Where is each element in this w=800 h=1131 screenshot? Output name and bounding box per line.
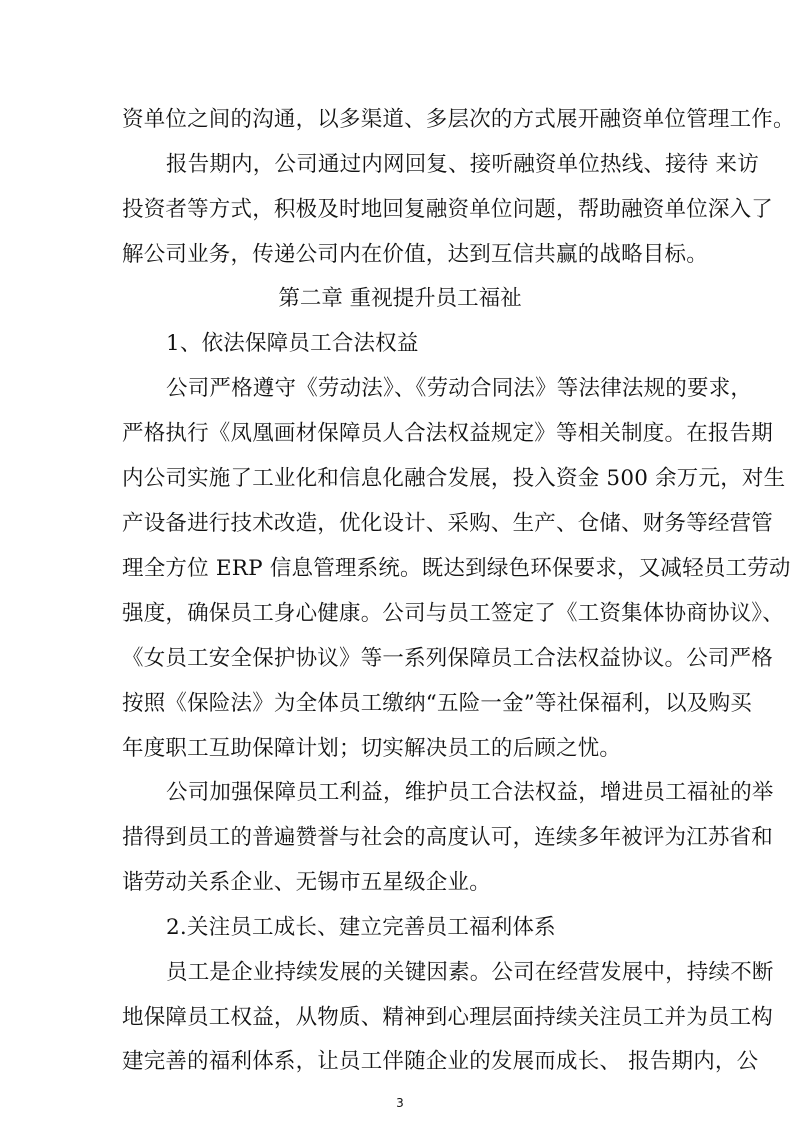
page-number: 3: [396, 1096, 404, 1110]
body-line: 年度职工互助保障计划；切实解决员工的后顾之忧。: [122, 736, 622, 761]
body-line: 公司加强保障员工利益，维护员工合法权益，增进员工福祉的举: [166, 780, 774, 805]
section-heading: 2.关注员工成长、建立完善员工福利体系: [166, 915, 556, 940]
body-line: 理全方位 ERP 信息管理系统。既达到绿色环保要求，又减轻员工劳动: [122, 556, 791, 581]
body-line: 公司严格遵守《劳动法》、《劳动合同法》等法律法规的要求，: [166, 376, 753, 401]
body-line: 强度，确保员工身心健康。公司与员工签定了《工资集体协商协议》、: [122, 601, 784, 626]
body-line: 员工是企业持续发展的关键因素。公司在经营发展中，持续不断: [166, 960, 774, 985]
body-line: 地保障员工权益，从物质、精神到心理层面持续关注员工并为员工构: [122, 1005, 774, 1030]
body-line: 谐劳动关系企业、无锡市五星级企业。: [122, 870, 491, 895]
chapter-title: 第二章 重视提升员工福祉: [278, 286, 522, 311]
body-line: 资单位之间的沟通，以多渠道、多层次的方式展开融资单位管理工作。: [122, 107, 795, 132]
body-line: 产设备进行技术改造，优化设计、采购、生产、仓储、财务等经营管: [122, 511, 774, 536]
body-line: 措得到员工的普遍赞誉与社会的高度认可，连续多年被评为江苏省和: [122, 825, 774, 850]
body-line: 建完善的福利体系，让员工伴随企业的发展而成长、 报告期内，公: [122, 1049, 759, 1074]
section-heading: 1、依法保障员工合法权益: [166, 331, 419, 356]
body-line: 《女员工安全保护协议》等一系列保障员工合法权益协议。公司严格: [122, 646, 774, 671]
body-line: 解公司业务，传递公司内在价值，达到互信共赢的战略目标。: [122, 242, 708, 267]
body-line: 按照《保险法》为全体员工缴纳“五险一金”等社保福利，以及购买: [122, 691, 752, 716]
body-line: 严格执行《凤凰画材保障员人合法权益规定》等相关制度。在报告期: [122, 421, 774, 446]
body-line: 投资者等方式，积极及时地回复融资单位问题，帮助融资单位深入了: [122, 197, 774, 222]
body-line: 报告期内，公司通过内网回复、接听融资单位热线、接待 来访: [166, 152, 759, 177]
body-line: 内公司实施了工业化和信息化融合发展，投入资金 500 余万元，对生: [122, 466, 786, 491]
